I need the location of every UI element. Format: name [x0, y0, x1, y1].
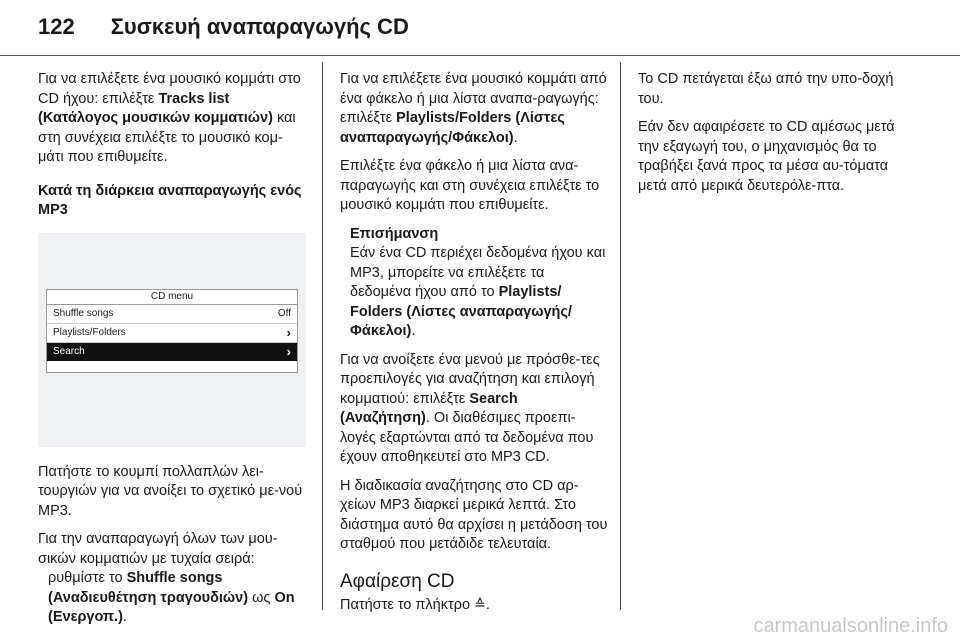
- menu-item-value: Off: [277, 307, 291, 319]
- menu-item-label: Playlists/Folders: [53, 326, 126, 338]
- paragraph: [340, 70, 608, 148]
- column-divider: [620, 62, 621, 610]
- menu-item-playlists[interactable]: [47, 324, 297, 343]
- menu-item-search[interactable]: [47, 343, 297, 361]
- text: . Οι διαθέσιμες προεπι-λογές εξαρτώνται από τα δεδομένα που έχουν αποθηκευτεί στο MP3 CD.: [340, 410, 594, 465]
- text: ως: [248, 589, 275, 606]
- menu-item-label: Search: [53, 345, 85, 357]
- section-heading: Αφαίρεση CD: [340, 570, 455, 592]
- paragraph: Εάν δεν αφαιρέσετε το CD αμέσως μετά την εξαγωγή του, ο μηχανισμός θα το τραβήξει ξανά προς τα μέσα αυ-τόματα μετά από μερικά δευτερόλε-πτα.: [638, 119, 895, 194]
- menu-item-label: Shuffle songs: [53, 307, 114, 319]
- note-box: [340, 225, 608, 342]
- text: .: [122, 609, 127, 625]
- paragraph: [38, 569, 306, 628]
- text: και στη συνέχεια επιλέξτε το μουσικό κομ-μάτι που επιθυμείτε.: [38, 110, 296, 165]
- column-3: [638, 70, 908, 205]
- text: .: [411, 323, 416, 339]
- chevron-right-icon: ›: [286, 343, 291, 359]
- paragraph: [340, 595, 608, 616]
- paragraph: Για την αναπαραγωγή όλων των μου-σικών κομματιών με τυχαία σειρά:: [38, 531, 278, 567]
- page-number: 122: [38, 14, 75, 39]
- text: Για να επιλέξετε ένα μουσικό κομμάτι από ένα φάκελο ή μια λίστα αναπα-ραγωγής: επιλέξτε: [340, 71, 607, 126]
- page-header: [38, 14, 409, 50]
- subheading: Κατά τη διάρκεια αναπαραγωγής ενός MP3: [38, 182, 302, 218]
- menu-term: Tracks list (Κατάλογος μουσικών κομματιών): [38, 90, 273, 126]
- chevron-right-icon: ›: [286, 324, 291, 340]
- paragraph: Το CD πετάγεται έξω από την υπο-δοχή του.: [638, 71, 894, 107]
- paragraph: Επιλέξτε ένα φάκελο ή μια λίστα ανα-παραγωγής και στη συνέχεια επιλέξτε το μουσικό κομμάτι που επιθυμείτε.: [340, 158, 600, 213]
- watermark: carmanualsonline.info: [753, 615, 948, 637]
- text: .: [485, 596, 490, 613]
- screen-title: CD menu: [47, 290, 297, 305]
- menu-term: Playlists/ Folders (Λίστες αναπαραγωγής/ Φάκελοι): [350, 284, 572, 339]
- cd-menu-illustration: [38, 233, 306, 447]
- paragraph: [38, 70, 306, 168]
- menu-item-shuffle[interactable]: [47, 305, 297, 324]
- header-rule: [0, 55, 960, 56]
- note-heading: Επισήμανση: [350, 225, 439, 242]
- text: ρυθμίστε το: [48, 570, 127, 586]
- column-2: [340, 70, 608, 624]
- cd-menu-screen: [46, 289, 298, 373]
- text: Πατήστε το πλήκτρο: [340, 596, 475, 613]
- paragraph: Η διαδικασία αναζήτησης στο CD αρ-χείων MP3 διαρκεί μερικά λεπτά. Στο διάστημα αυτό θα αρχίσει η μετάδοση του σταθμού που μετάδιδε τελευταία.: [340, 477, 608, 552]
- paragraph: [340, 351, 608, 468]
- column-divider: [322, 62, 323, 610]
- text: Εάν ένα CD περιέχει δεδομένα ήχου και MP3, μπορείτε να επιλέξετε τα δεδομένα ήχου από το: [350, 245, 606, 300]
- text: Για να ανοίξετε ένα μενού με πρόσθε-τες προεπιλογές για αναζήτηση και επιλογή κομματιού: επιλέξτε: [340, 351, 600, 407]
- column-1: [38, 70, 306, 637]
- page-title: Συσκευή αναπαραγωγής CD: [110, 14, 409, 39]
- menu-term: On (Ενεργοπ.): [48, 589, 295, 625]
- menu-term: Playlists/Folders (Λίστες αναπαραγωγής/Φάκελοι): [340, 110, 565, 146]
- eject-icon: ≙: [474, 595, 486, 612]
- paragraph: Πατήστε το κουμπί πολλαπλών λει-τουργιών για να ανοίξει το σχετικό με-νού MP3.: [38, 463, 303, 519]
- menu-term: Shuffle songs (Αναδιευθέτηση τραγουδιών): [48, 570, 249, 606]
- text: Για να επιλέξετε ένα μουσικό κομμάτι στο CD ήχου: επιλέξτε: [38, 71, 301, 107]
- text: .: [513, 129, 518, 146]
- menu-term: Search (Αναζήτηση): [340, 390, 518, 426]
- note-text: [350, 244, 608, 342]
